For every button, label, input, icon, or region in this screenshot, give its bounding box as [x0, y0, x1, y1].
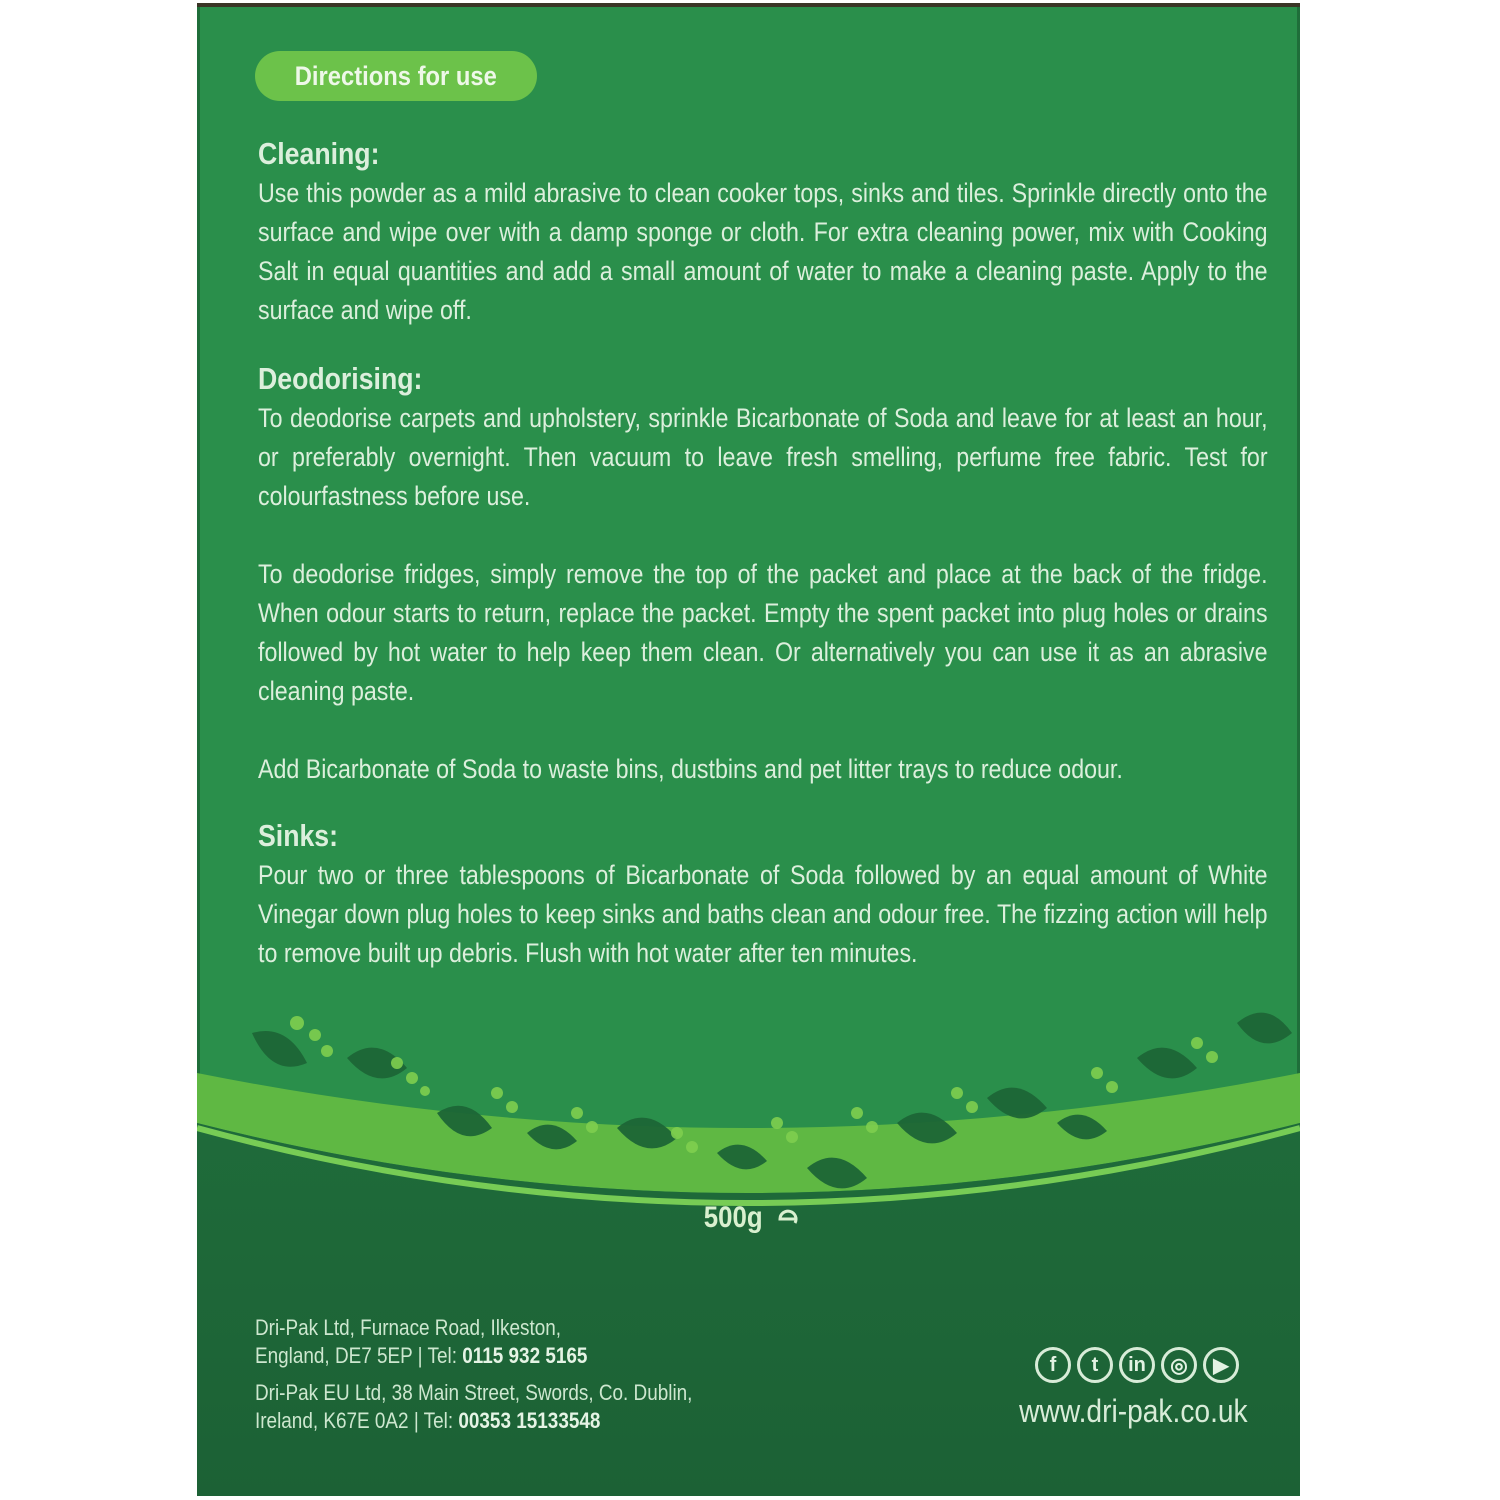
deodorising-heading: Deodorising:	[258, 361, 423, 396]
deodorising-text-fridges: To deodorise fridges, simply remove the top of the packet and place at the back of the fridge. When odour starts to return, replace the packet. Empty the spent packet into plug holes or drains followed by hot water to help keep them clean. Or alternatively you can use it as an abrasive cleaning paste.	[258, 559, 1268, 706]
directions-label: Directions for use	[294, 60, 498, 91]
sinks-text: Pour two or three tablespoons of Bicarbonate of Soda followed by an equal amount of White Vinegar down plug holes to keep sinks and baths clean and odour free. The fizzing action will help to remove built up debris. Flush with hot water after ten minutes.	[258, 860, 1268, 968]
net-weight-value: 500g	[703, 1201, 763, 1234]
address-uk	[255, 1314, 587, 1370]
deodorising-text-bins: Add Bicarbonate of Soda to waste bins, dustbins and pet litter trays to reduce odour.	[258, 754, 1123, 784]
address-eu-line2-text: Ireland, K67E 0A2 | Tel:	[255, 1408, 459, 1433]
address-uk-line2-text: England, DE7 5EP | Tel:	[255, 1343, 463, 1368]
address-eu-tel: 00353 15133548	[458, 1408, 601, 1433]
address-eu-line2	[255, 1407, 692, 1435]
sinks-heading: Sinks:	[258, 818, 339, 853]
linkedin-icon: in	[1119, 1347, 1155, 1383]
social-icons	[1035, 1347, 1239, 1383]
address-uk-line2	[255, 1342, 587, 1370]
address-uk-line1: Dri-Pak Ltd, Furnace Road, Ilkeston,	[255, 1315, 562, 1340]
section-deodorising	[258, 359, 1270, 789]
youtube-icon: ▶	[1203, 1347, 1239, 1383]
facebook-icon: f	[1035, 1347, 1071, 1383]
cleaning-heading: Cleaning:	[258, 136, 380, 171]
address-eu	[255, 1379, 692, 1435]
section-cleaning	[258, 134, 1270, 330]
deodorising-text-carpets: To deodorise carpets and upholstery, sprinkle Bicarbonate of Soda and leave for at least an hour, or preferably overnight. Then vacuum to leave fresh smelling, perfume free fabric. Test for colourfastness before use.	[258, 403, 1268, 511]
pack-top-edge	[197, 3, 1300, 7]
twitter-icon: t	[1077, 1347, 1113, 1383]
directions-content	[258, 134, 1270, 973]
cleaning-text: Use this powder as a mild abrasive to clean cooker tops, sinks and tiles. Sprinkle directly onto the surface and wipe over with a damp sponge or cloth. For extra cleaning power, mix with Cooking Salt in equal quantities and add a small amount of water to make a cleaning paste. Apply to the surface and wipe off.	[258, 178, 1268, 325]
section-sinks	[258, 816, 1270, 973]
address-eu-line1: Dri-Pak EU Ltd, 38 Main Street, Swords, Co. Dublin,	[255, 1380, 693, 1405]
e-mark-icon	[776, 1207, 798, 1231]
instagram-icon: ◎	[1161, 1347, 1197, 1383]
net-weight	[197, 1201, 1300, 1235]
address-uk-tel: 0115 932 5165	[462, 1343, 588, 1368]
packaging-back-panel	[197, 3, 1300, 1496]
directions-pill	[255, 51, 537, 101]
website-url: www.dri-pak.co.uk	[1019, 1393, 1248, 1429]
